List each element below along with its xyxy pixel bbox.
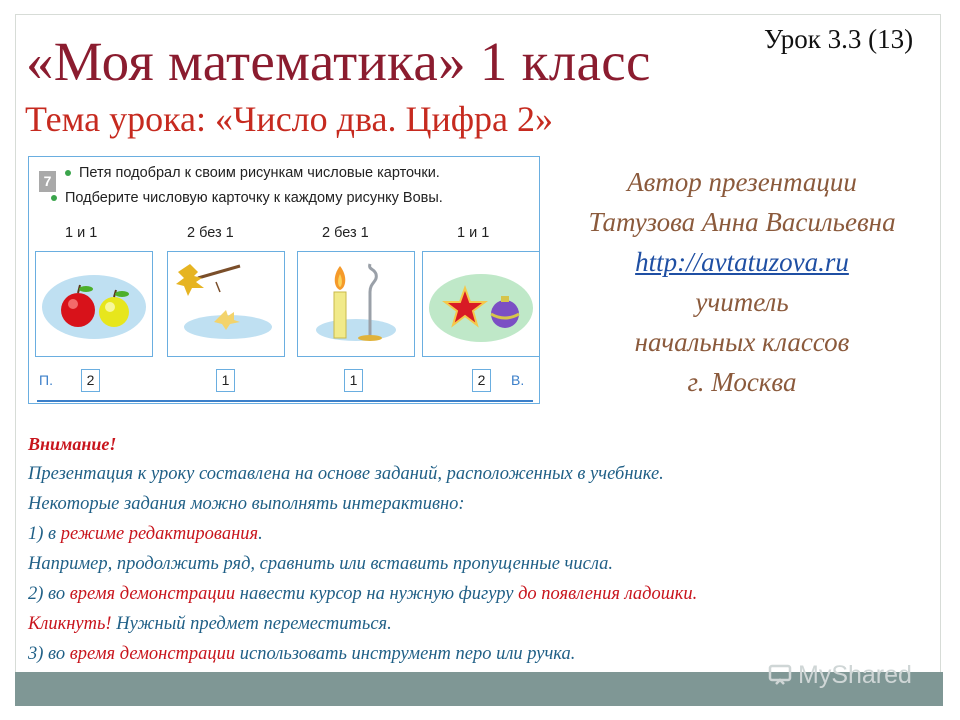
notes-highlight: до появления ладошки. [518, 584, 698, 604]
exercise-number: 7 [39, 171, 56, 192]
number-card[interactable]: 1 [216, 369, 235, 392]
notes-text: 3) во [28, 644, 70, 664]
number-card[interactable]: 2 [472, 369, 491, 392]
notes-line: Например, продолжить ряд, сравнить или вставить пропущенные числа. [28, 554, 613, 574]
watermark-text: MyShared [798, 660, 912, 689]
picture-label: 2 без 1 [187, 225, 234, 241]
notes-line [28, 609, 697, 639]
notes-text: . [258, 524, 263, 544]
notes-highlight: время демонстрации [69, 584, 236, 604]
author-block [550, 162, 934, 402]
slide-title: «Моя математика» 1 класс [26, 31, 651, 92]
notes-highlight: Кликнуть! [28, 614, 112, 634]
exercise-line2-text: Подберите числовую карточку к каждому рисунку Вовы. [65, 190, 443, 206]
right-letter: В. [511, 372, 525, 388]
notes-line [28, 519, 697, 549]
author-role-2: начальных классов [634, 327, 850, 357]
notes-text: использовать инструмент перо или ручка. [235, 644, 576, 664]
exercise-instruction-1 [65, 165, 440, 181]
author-name: Татузова Анна Васильевна [588, 207, 896, 237]
notes-text: навести курсор на нужную фигуру [235, 584, 519, 604]
notes-text: Нужный предмет переместиться. [111, 614, 392, 634]
presentation-icon [768, 663, 794, 687]
picture-label: 1 и 1 [457, 225, 490, 241]
ornaments-picture[interactable] [422, 251, 540, 357]
author-city: г. Москва [687, 367, 797, 397]
lesson-topic: Тема урока: «Число два. Цифра 2» [25, 99, 554, 139]
apples-picture[interactable] [35, 251, 153, 357]
notes-line [28, 639, 697, 669]
left-letter: П. [39, 372, 53, 388]
bullet-icon [51, 195, 57, 201]
number-card[interactable]: 1 [344, 369, 363, 392]
exercise-instruction-2 [51, 190, 443, 206]
author-website-link[interactable]: http://avtatuzova.ru [635, 247, 849, 277]
attention-heading: Внимание! [28, 434, 117, 454]
picture-label: 1 и 1 [65, 225, 98, 241]
notes-highlight: режиме редактирования [60, 524, 259, 544]
notes-block [28, 429, 697, 669]
notes-text: 2) во [28, 584, 70, 604]
notes-text: 1) в [28, 524, 61, 544]
falling-leaf-picture[interactable] [167, 251, 285, 357]
bullet-icon [65, 170, 71, 176]
textbook-exercise [28, 156, 540, 404]
notes-highlight: время демонстрации [69, 644, 236, 664]
notes-line [28, 579, 697, 609]
author-role: учитель [695, 287, 789, 317]
author-heading: Автор презентации [627, 167, 857, 197]
exercise-divider [37, 400, 533, 402]
picture-label: 2 без 1 [322, 225, 369, 241]
candle-picture[interactable] [297, 251, 415, 357]
exercise-line1-text: Петя подобрал к своим рисункам числовые карточки. [79, 165, 440, 181]
number-card[interactable]: 2 [81, 369, 100, 392]
notes-line: Некоторые задания можно выполнять интерактивно: [28, 494, 465, 514]
myshared-watermark [768, 658, 912, 692]
notes-line: Презентация к уроку составлена на основе заданий, расположенных в учебнике. [28, 464, 664, 484]
lesson-number: Урок 3.3 (13) [764, 24, 914, 54]
